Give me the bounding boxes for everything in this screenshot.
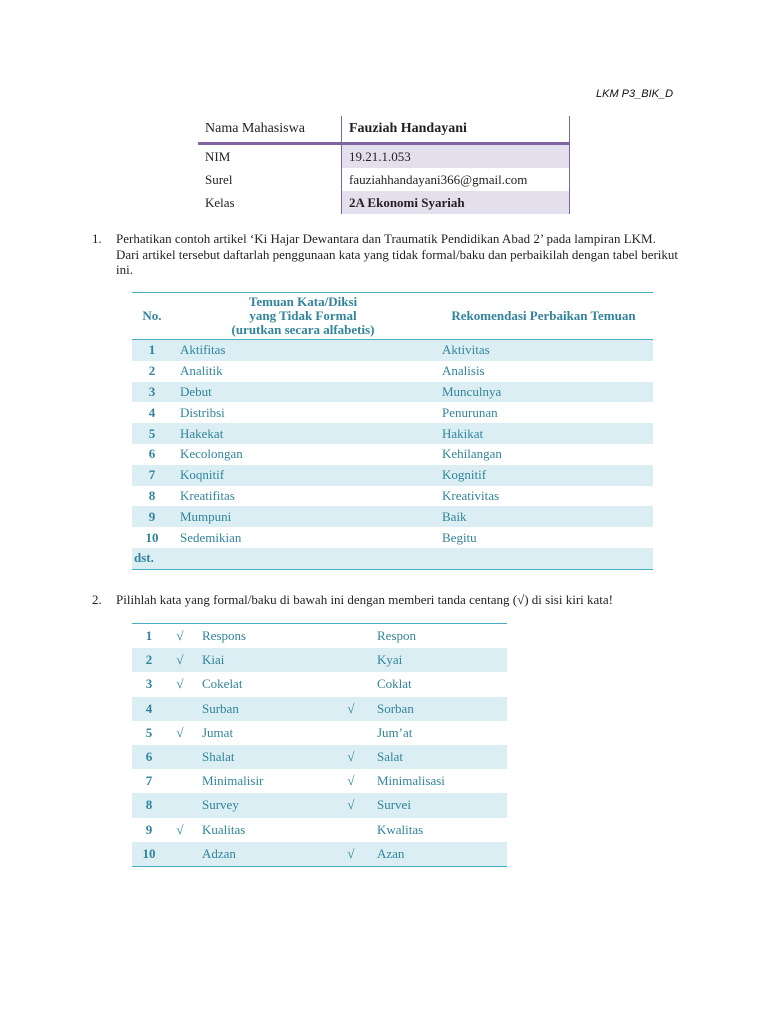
row-recommendation: Hakikat bbox=[434, 423, 653, 444]
table-row bbox=[132, 672, 507, 696]
header-finding-line-1: Temuan Kata/Diksi bbox=[248, 294, 358, 309]
row-number: 7 bbox=[145, 773, 153, 789]
row-number: 4 bbox=[148, 404, 156, 420]
check-right-icon: √ bbox=[347, 773, 355, 789]
row-number: 6 bbox=[132, 745, 166, 769]
row-number: 3 bbox=[132, 382, 172, 403]
question-1-text: Perhatikan contoh artikel ‘Ki Hajar Dewantara dan Traumatik Pendidikan Abad 2’ pada lampiran LKM. Dari artikel tersebut daftarlah penggunaan kata yang tidak formal/baku dan perbaikilah dengan tabel berikut ini. bbox=[116, 231, 679, 277]
question-2 bbox=[92, 592, 692, 608]
check-left-icon bbox=[166, 745, 194, 769]
row-dst: dst. bbox=[132, 548, 172, 569]
name-label: Nama Mahasiswa bbox=[198, 116, 342, 144]
table-row bbox=[132, 793, 507, 817]
check-left-icon: √ bbox=[176, 724, 184, 740]
word-right: Jum’at bbox=[377, 724, 413, 740]
row-number: 5 bbox=[132, 423, 172, 444]
email-label: Surel bbox=[205, 171, 233, 187]
table-row bbox=[132, 721, 507, 745]
table-row bbox=[132, 818, 507, 842]
row-finding: Kecolongan bbox=[180, 446, 243, 462]
row-number: 6 bbox=[148, 446, 156, 462]
row-number: 9 bbox=[132, 506, 172, 527]
row-finding: Debut bbox=[172, 382, 434, 403]
word-right: Respon bbox=[368, 624, 507, 649]
row-finding: Koqnitif bbox=[172, 465, 434, 486]
row-finding: Hakekat bbox=[172, 423, 434, 444]
table-row bbox=[132, 340, 653, 361]
table-row bbox=[132, 624, 507, 649]
word-right: Minimalisasi bbox=[377, 773, 445, 789]
check-left-icon bbox=[166, 769, 194, 793]
question-1 bbox=[92, 231, 682, 278]
row-recommendation: Begitu bbox=[442, 529, 477, 545]
row-recommendation: Kreativitas bbox=[442, 487, 500, 503]
row-recommendation: Aktivitas bbox=[434, 340, 653, 361]
table-row bbox=[132, 465, 653, 486]
word-left: Jumat bbox=[202, 724, 234, 740]
word-left: Minimalisir bbox=[202, 773, 264, 789]
nim-value: 19.21.1.053 bbox=[342, 144, 570, 169]
word-left: Kualitas bbox=[202, 821, 246, 837]
table-row bbox=[132, 842, 507, 867]
row-empty bbox=[434, 548, 653, 569]
table-row bbox=[132, 769, 507, 793]
word-left: Surban bbox=[194, 697, 334, 721]
table-row bbox=[132, 402, 653, 423]
check-left-icon bbox=[166, 793, 194, 817]
row-number: 3 bbox=[145, 676, 153, 692]
class-value: 2A Ekonomi Syariah bbox=[342, 191, 570, 214]
check-left-icon: √ bbox=[166, 624, 194, 649]
word-left: Kiai bbox=[194, 648, 334, 672]
table-row-dst bbox=[132, 548, 653, 569]
row-recommendation: Baik bbox=[434, 506, 653, 527]
check-left-icon bbox=[166, 697, 194, 721]
question-2-number: 2. bbox=[92, 592, 102, 607]
check-right-icon bbox=[334, 721, 368, 745]
row-number: 5 bbox=[145, 724, 153, 740]
check-right-icon bbox=[334, 624, 368, 649]
check-right-icon bbox=[334, 672, 368, 696]
row-number: 1 bbox=[132, 340, 172, 361]
row-number: 1 bbox=[132, 624, 166, 649]
row-recommendation: Kehilangan bbox=[442, 446, 502, 462]
check-right-icon: √ bbox=[334, 697, 368, 721]
table-row bbox=[132, 444, 653, 465]
check-left-icon bbox=[166, 842, 194, 867]
row-finding: Kreatifitas bbox=[180, 487, 235, 503]
word-right: Salat bbox=[368, 745, 507, 769]
nim-label: NIM bbox=[205, 148, 231, 164]
row-recommendation: Analisis bbox=[442, 363, 485, 379]
row-finding: Aktifitas bbox=[172, 340, 434, 361]
word-left: Cokelat bbox=[202, 676, 243, 692]
row-number: 2 bbox=[148, 363, 156, 379]
question-1-number: 1. bbox=[92, 231, 102, 246]
table-row bbox=[132, 697, 507, 721]
check-left-icon: √ bbox=[176, 821, 184, 837]
table-header-row bbox=[132, 293, 653, 340]
header-finding bbox=[172, 293, 434, 340]
table-row bbox=[132, 423, 653, 444]
check-right-icon: √ bbox=[334, 842, 368, 867]
check-right-icon: √ bbox=[334, 793, 368, 817]
row-number: 8 bbox=[148, 487, 156, 503]
row-finding: Mumpuni bbox=[172, 506, 434, 527]
row-number: 4 bbox=[132, 697, 166, 721]
word-right: Sorban bbox=[368, 697, 507, 721]
row-number: 9 bbox=[145, 821, 153, 837]
row-recommendation: Kognitif bbox=[434, 465, 653, 486]
row-number: 2 bbox=[132, 648, 166, 672]
word-right: Kyai bbox=[368, 648, 507, 672]
table-row bbox=[132, 648, 507, 672]
check-right-icon bbox=[334, 818, 368, 842]
row-empty bbox=[172, 548, 434, 569]
name-value: Fauziah Handayani bbox=[342, 116, 570, 144]
row-finding: Analitik bbox=[180, 363, 223, 379]
table-row bbox=[132, 506, 653, 527]
row-number: 8 bbox=[132, 793, 166, 817]
header-finding-line-3: (urutkan secara alfabetis) bbox=[231, 322, 375, 337]
word-left: Shalat bbox=[194, 745, 334, 769]
row-number: 10 bbox=[145, 529, 159, 545]
word-right: Survei bbox=[368, 793, 507, 817]
check-right-icon: √ bbox=[334, 745, 368, 769]
table-row bbox=[132, 745, 507, 769]
word-left: Survey bbox=[194, 793, 334, 817]
word-right: Azan bbox=[368, 842, 507, 867]
identity-table bbox=[198, 116, 570, 214]
table-row bbox=[132, 361, 653, 382]
word-right: Coklat bbox=[377, 676, 412, 692]
header-recommendation: Rekomendasi Perbaikan Temuan bbox=[434, 293, 653, 340]
row-recommendation: Munculnya bbox=[434, 382, 653, 403]
formal-words-table bbox=[132, 623, 507, 867]
table-row bbox=[132, 527, 653, 548]
word-right: Kwalitas bbox=[377, 821, 424, 837]
header-finding-line-2: yang Tidak Formal bbox=[249, 308, 357, 323]
table-row bbox=[132, 382, 653, 403]
document-code: LKM P3_BIK_D bbox=[596, 88, 674, 100]
table-row bbox=[132, 486, 653, 507]
class-label: Kelas bbox=[205, 194, 235, 210]
row-recommendation: Penurunan bbox=[442, 404, 498, 420]
check-right-icon bbox=[334, 648, 368, 672]
email-value: fauziahhandayani366@gmail.com bbox=[342, 168, 570, 191]
word-left: Respons bbox=[194, 624, 334, 649]
row-finding: Distribsi bbox=[180, 404, 225, 420]
row-finding: Sedemikian bbox=[180, 529, 242, 545]
informal-words-table bbox=[132, 292, 653, 570]
check-left-icon: √ bbox=[176, 676, 184, 692]
check-left-icon: √ bbox=[166, 648, 194, 672]
row-number: 7 bbox=[132, 465, 172, 486]
word-left: Adzan bbox=[194, 842, 334, 867]
header-no: No. bbox=[132, 293, 172, 340]
question-2-text: Pilihlah kata yang formal/baku di bawah ini dengan memberi tanda centang (√) di sisi kiri kata! bbox=[116, 592, 614, 607]
row-number: 10 bbox=[132, 842, 166, 867]
